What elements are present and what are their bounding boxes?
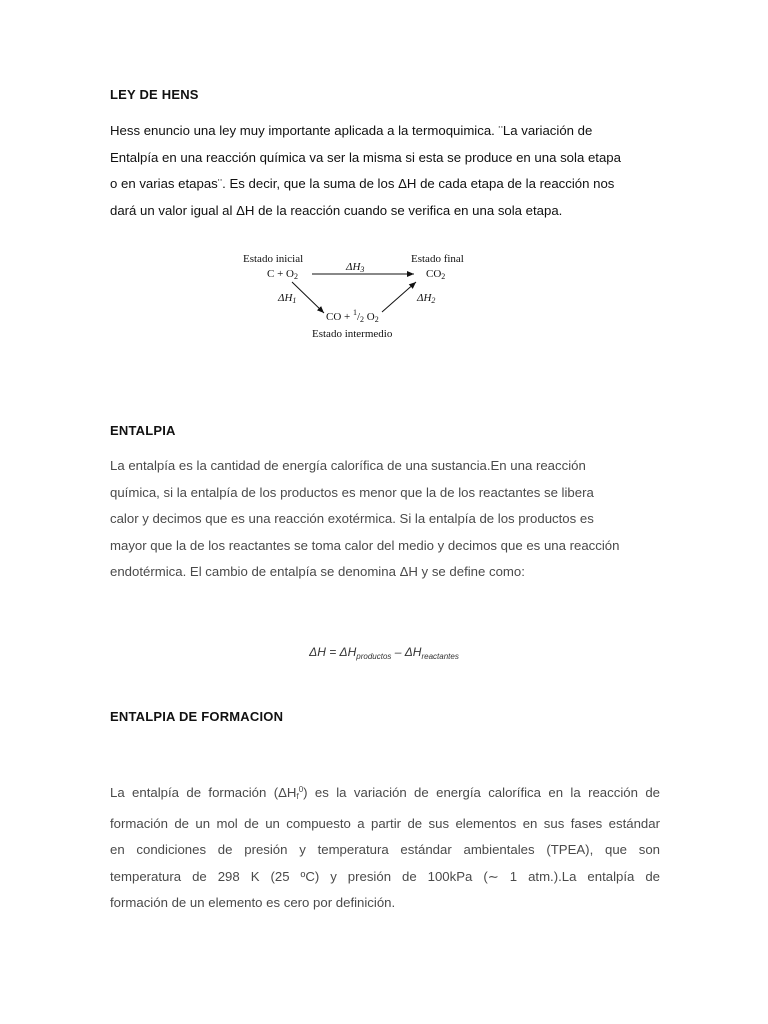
heading-entalpia: ENTALPIA (110, 423, 176, 438)
paragraph-line: en condiciones de presión y temperatura estándar ambientales (TPEA), que son (110, 842, 660, 858)
paragraph-line: endotérmica. El cambio de entalpía se denomina ΔH y se define como: (110, 564, 525, 580)
paragraph-line: calor y decimos que es una reacción exotérmica. Si la entalpía de los productos es (110, 511, 594, 527)
label-dh3: ΔH3 (346, 261, 365, 274)
arrow-dh2 (382, 282, 416, 312)
paragraph-ley-de-hess (110, 118, 660, 224)
hess-cycle-diagram (230, 250, 490, 350)
paragraph-line: Hess enuncio una ley muy importante aplicada a la termoquimica. ¨La variación de (110, 123, 593, 138)
label-estado-final: Estado final (411, 253, 464, 265)
paragraph-line: La entalpía de formación (ΔHf$^0$) es la variación de energía calorífica en la reacción de (110, 785, 660, 801)
paragraph-line: temperatura de 298 K (25 ºC) y presión de 100kPa (∼ 1 atm.).La entalpía de (110, 868, 660, 884)
label-estado-intermedio: Estado intermedio (312, 328, 393, 340)
heading-ley-de-hess: LEY DE HENS (110, 87, 199, 102)
paragraph-line: química, si la entalpía de los productos es menor que la de los reactantes se libera (110, 484, 594, 500)
paragraph-line: formación de un mol de un compuesto a partir de sus elementos en sus fases estándar (110, 815, 660, 831)
label-reactants: C + O2 (267, 268, 298, 281)
label-intermediate: CO + $^1$/2 O2 (326, 308, 379, 324)
paragraph-line: formación de un elemento es cero por definición. (110, 895, 396, 911)
label-dh1: ΔH1 (278, 292, 297, 305)
paragraph-line: dará un valor igual al ΔH de la reacción cuando se verifica en una sola etapa. (110, 202, 563, 218)
arrow-dh1 (292, 282, 324, 313)
paragraph-line: La entalpía es la cantidad de energía calorífica de una sustancia.En una reacción (110, 458, 586, 473)
paragraph-entalpia-de-formacion (110, 777, 660, 917)
paragraph-line: Entalpía en una reacción química va ser la misma si esta se produce en una sola etapa (110, 149, 621, 165)
paragraph-line: o en varias etapas¨. Es decir, que la suma de los ΔH de cada etapa de la reacción nos (110, 176, 615, 192)
enthalpy-formula: $\Delta H = \Delta H_{productos} - \Delta H_{reactantes}$ (309, 645, 459, 661)
label-dh2: ΔH2 (417, 292, 436, 305)
label-product: CO2 (426, 268, 446, 281)
paragraph-entalpia (110, 453, 660, 586)
heading-entalpia-de-formacion: ENTALPIA DE FORMACION (110, 709, 284, 724)
label-estado-inicial: Estado inicial (243, 253, 304, 265)
paragraph-line: mayor que la de los reactantes se toma calor del medio y decimos que es una reacción (110, 537, 620, 553)
